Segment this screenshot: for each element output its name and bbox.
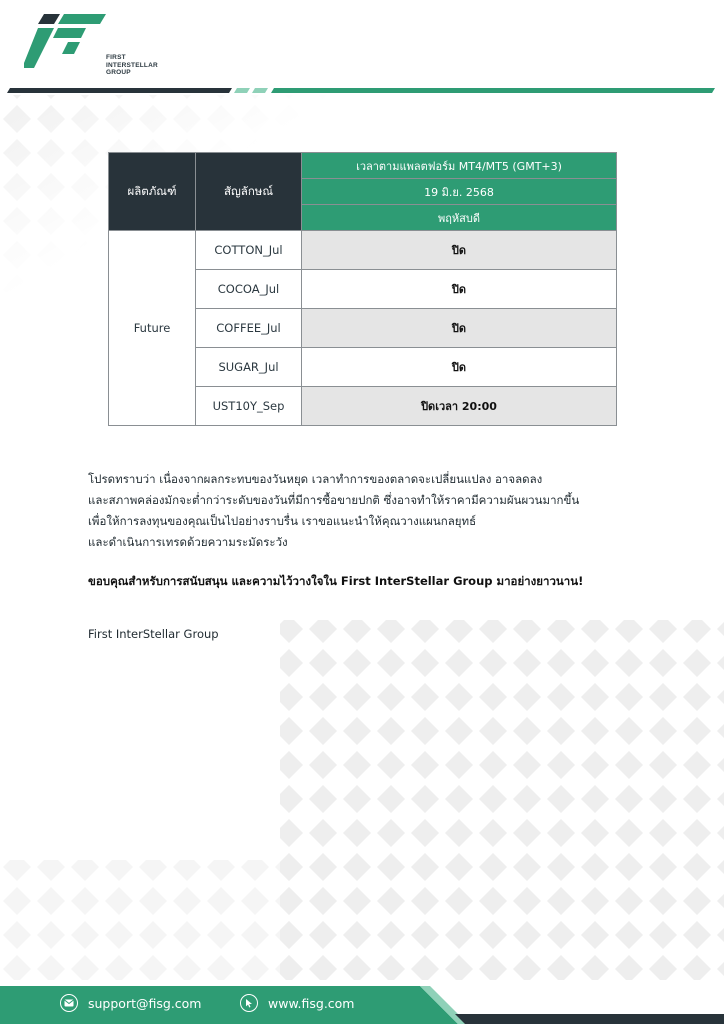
thank-you-message: ขอบคุณสำหรับการสนับสนุน และความไว้วางใจใน First InterStellar Group มาอย่างยาวนาน! (88, 574, 584, 588)
header-date: 19 มิ.ย. 2568 (302, 179, 617, 205)
header-day: พฤหัสบดี (302, 205, 617, 231)
notice-line: และสภาพคล่องมักจะต่ำกว่าระดับของวันที่มีการซื้อขายปกติ ซึ่งอาจทำให้ราคามีความผันผวนมากขึ้น (88, 493, 580, 507)
status-cell: ปิด (302, 348, 617, 387)
symbol-cell: COFFEE_Jul (196, 309, 302, 348)
symbol-cell: SUGAR_Jul (196, 348, 302, 387)
notice-line: เพื่อให้การลงทุนของคุณเป็นไปอย่างราบรื่น เราขอแนะนำให้คุณวางแผนกลยุทธ์ (88, 514, 477, 528)
footer-email[interactable] (60, 994, 201, 1012)
table-row (109, 231, 617, 270)
envelope-icon (60, 994, 78, 1012)
symbol-cell: COCOA_Jul (196, 270, 302, 309)
product-cell: Future (109, 231, 196, 426)
header-platform: เวลาตามแพลตฟอร์ม MT4/MT5 (GMT+3) (302, 153, 617, 179)
symbol-cell: COTTON_Jul (196, 231, 302, 270)
notice-line: โปรดทราบว่า เนื่องจากผลกระทบของวันหยุด เวลาทำการของตลาดจะเปลี่ยนแปลง อาจลดลง (88, 472, 543, 486)
company-logo (24, 12, 158, 76)
signature: First InterStellar Group (88, 627, 219, 641)
status-cell: ปิด (302, 231, 617, 270)
header-product: ผลิตภัณฑ์ (109, 153, 196, 231)
logo-wordmark: FIRST INTERSTELLAR GROUP (106, 54, 158, 76)
cursor-icon (240, 994, 258, 1012)
status-cell: ปิด (302, 309, 617, 348)
email-link[interactable]: support@fisg.com (88, 995, 202, 1011)
header-divider (0, 86, 724, 94)
trading-hours-table (108, 152, 617, 426)
holiday-notice (88, 469, 608, 553)
notice-line: และดำเนินการเทรดด้วยความระมัดระวัง (88, 535, 288, 549)
footer-website[interactable] (240, 994, 355, 1012)
website-link[interactable]: www.fisg.com (268, 995, 355, 1011)
symbol-cell: UST10Y_Sep (196, 387, 302, 426)
status-cell: ปิด (302, 270, 617, 309)
header-symbol: สัญลักษณ์ (196, 153, 302, 231)
status-cell: ปิดเวลา 20:00 (302, 387, 617, 426)
